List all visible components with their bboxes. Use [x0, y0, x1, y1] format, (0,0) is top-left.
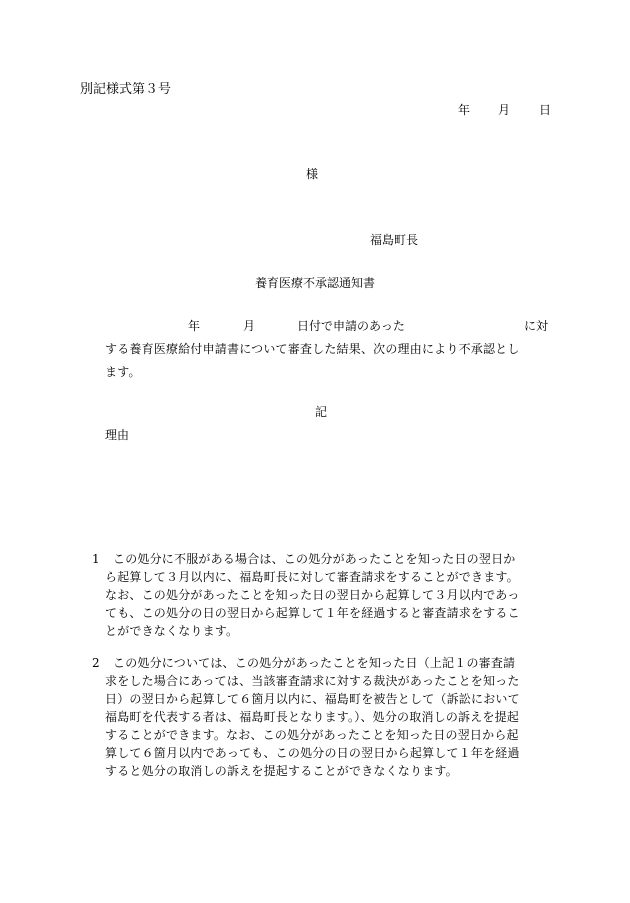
reason-label: 理由: [105, 428, 130, 442]
ki-mark: 記: [315, 405, 328, 419]
body-line1-end: に対: [524, 319, 549, 333]
note-line: なお、この処分があったことを知った日の翌日から起算して３月以内であっ: [105, 588, 520, 602]
note-number: 2: [92, 656, 100, 670]
body-month-label: 月: [243, 319, 256, 333]
note-line: 算して６箇月以内であっても、この処分の日の翌日から起算して１年を経過: [105, 746, 520, 760]
note-line: ら起算して３月以内に、福島町長に対して審査請求をすることができます。: [105, 570, 519, 584]
body-line2: する養育医療給付申請書について審査した結果、次の理由により不承認とし: [105, 342, 520, 356]
date-day-label: 日: [539, 103, 552, 117]
body-year-label: 年: [188, 319, 201, 333]
note-line: 求をした場合にあっては、当該審査請求に対する裁決があったことを知った: [105, 674, 520, 688]
form-label: 別記様式第３号: [80, 82, 172, 97]
document-title: 養育医療不承認通知書: [255, 276, 376, 290]
note-line: 福島町を代表する者は、福島町長となります。）、処分の取消しの訴えを提起: [105, 710, 520, 724]
issuer: 福島町長: [370, 233, 419, 247]
note-line: とができなくなります。: [105, 624, 239, 638]
note-line: 日）の翌日から起算して６箇月以内に、福島町を被告として（訴訟において: [105, 692, 520, 706]
note-number: 1: [92, 552, 100, 566]
addressee-suffix: 様: [306, 167, 319, 181]
body-line3: ます。: [105, 365, 141, 379]
note-line: することができます。なお、この処分があったことを知った日の翌日から起: [105, 728, 519, 742]
note-line: この処分に不服がある場合は、この処分があったことを知った日の翌日か: [113, 552, 516, 566]
date-month-label: 月: [498, 103, 511, 117]
note-line: すると処分の取消しの訴えを提起することができなくなります。: [105, 764, 458, 778]
date-year-label: 年: [458, 103, 471, 117]
note-line: ても、この処分の日の翌日から起算して１年を経過すると審査請求をするこ: [105, 606, 520, 620]
body-line1-text: 日付で申請のあった: [297, 319, 405, 333]
note-line: この処分については、この処分があったことを知った日（上記１の審査請: [113, 656, 516, 670]
